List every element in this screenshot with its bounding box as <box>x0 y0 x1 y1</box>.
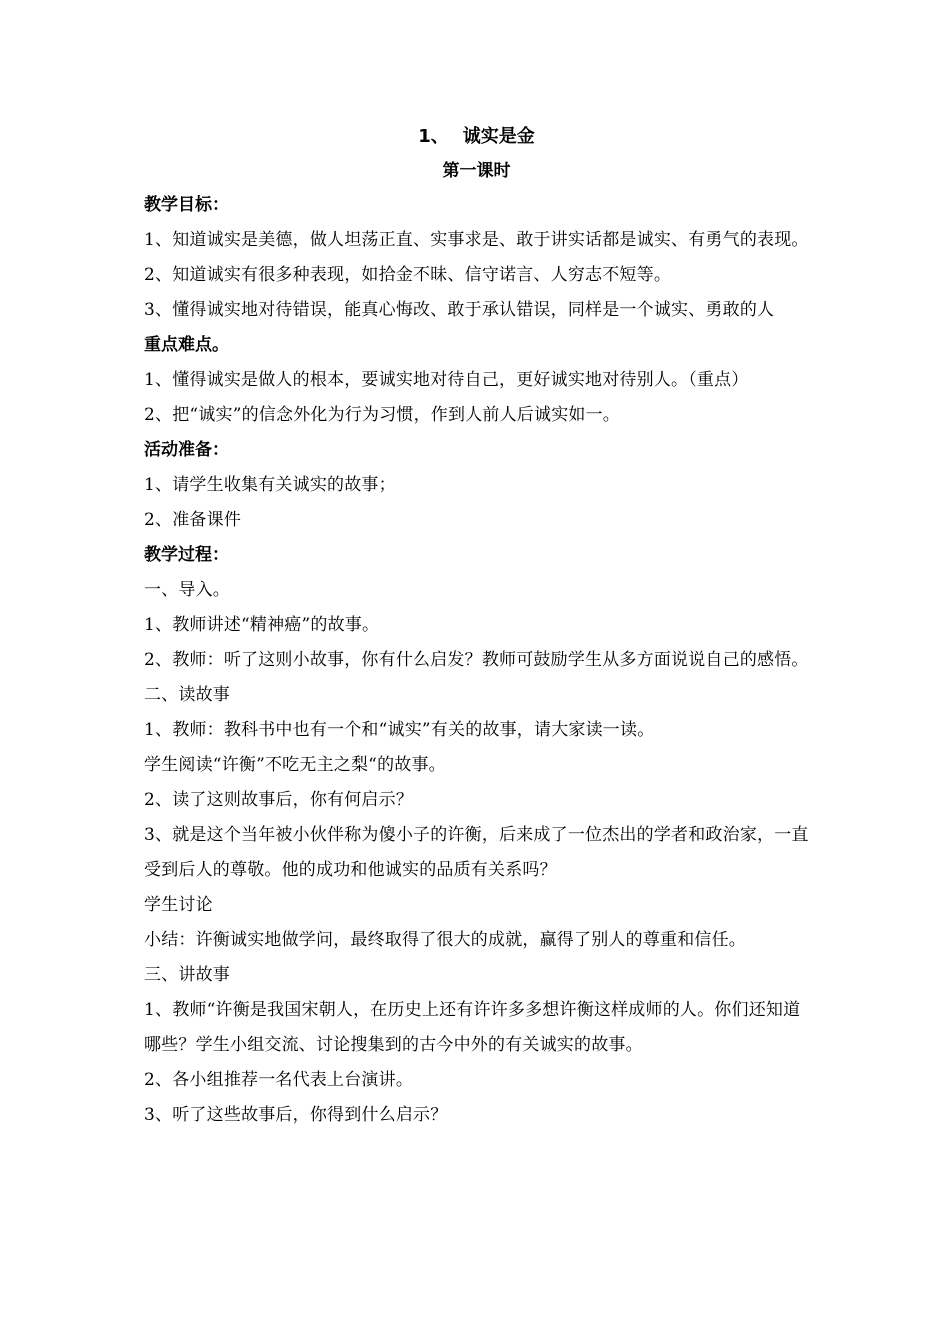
prep-item: 2、准备课件 <box>144 510 242 530</box>
key-point-item: 1、懂得诚实是做人的根本，要诚实地对待自己，更好诚实地对待别人。（重点） <box>144 370 749 390</box>
process-item: 2、读了这则故事后，你有何启示？ <box>144 790 414 810</box>
process-item: 学生讨论 <box>144 895 213 915</box>
section-heading-preparation: 活动准备： <box>144 440 229 460</box>
process-item: 三、讲故事 <box>144 965 230 985</box>
title-number: 1、 <box>418 126 449 147</box>
process-item: 2、各小组推荐一名代表上台演讲。 <box>144 1070 414 1090</box>
goal-item: 3、懂得诚实地对待错误，能真心悔改、敢于承认错误，同样是一个诚实、勇敢的人 <box>144 300 775 320</box>
section-heading-process: 教学过程： <box>144 545 229 565</box>
process-item: 1、教师“许衡是我国宋朝人，在历史上还有许许多多想许衡这样成师的人。你们还知道哪些？学生小组交流、讨论搜集到的古今中外的有关诚实的故事。 <box>144 1000 801 1055</box>
process-item: 学生阅读“许衡”不吃无主之梨“的故事。 <box>144 755 446 775</box>
document-title <box>144 120 809 154</box>
process-item: 1、教师：教科书中也有一个和“诚实”有关的故事，请大家读一读。 <box>144 720 655 740</box>
goal-item: 2、知道诚实有很多种表现，如拾金不昧、信守诺言、人穷志不短等。 <box>144 265 672 285</box>
title-text: 诚实是金 <box>462 126 535 147</box>
process-item: 二、读故事 <box>144 685 230 705</box>
process-item: 3、就是这个当年被小伙伴称为傻小子的许衡，后来成了一位杰出的学者和政治家，一直受到后人的尊敬。他的成功和他诚实的品质有关系吗？ <box>144 825 809 880</box>
goal-item: 1、知道诚实是美德，做人坦荡正直、实事求是、敢于讲实话都是诚实、有勇气的表现。 <box>144 230 809 250</box>
key-point-item: 2、把“诚实”的信念外化为行为习惯，作到人前人后诚实如一。 <box>144 405 620 425</box>
prep-item: 1、请学生收集有关诚实的故事； <box>144 475 396 495</box>
document-page <box>144 120 809 1133</box>
process-item: 一、导入。 <box>144 580 230 600</box>
section-heading-goals: 教学目标： <box>144 195 229 215</box>
process-item: 2、教师：听了这则小故事，你有什么启发？教师可鼓励学生从多方面说说自己的感悟。 <box>144 650 809 670</box>
process-item: 小结：许衡诚实地做学问，最终取得了很大的成就，赢得了别人的尊重和信任。 <box>144 930 746 950</box>
process-item: 3、听了这些故事后，你得到什么启示？ <box>144 1105 448 1125</box>
document-subtitle: 第一课时 <box>442 161 511 181</box>
section-heading-key-points: 重点难点。 <box>144 335 229 355</box>
process-item: 1、教师讲述“精神癌”的故事。 <box>144 615 380 635</box>
